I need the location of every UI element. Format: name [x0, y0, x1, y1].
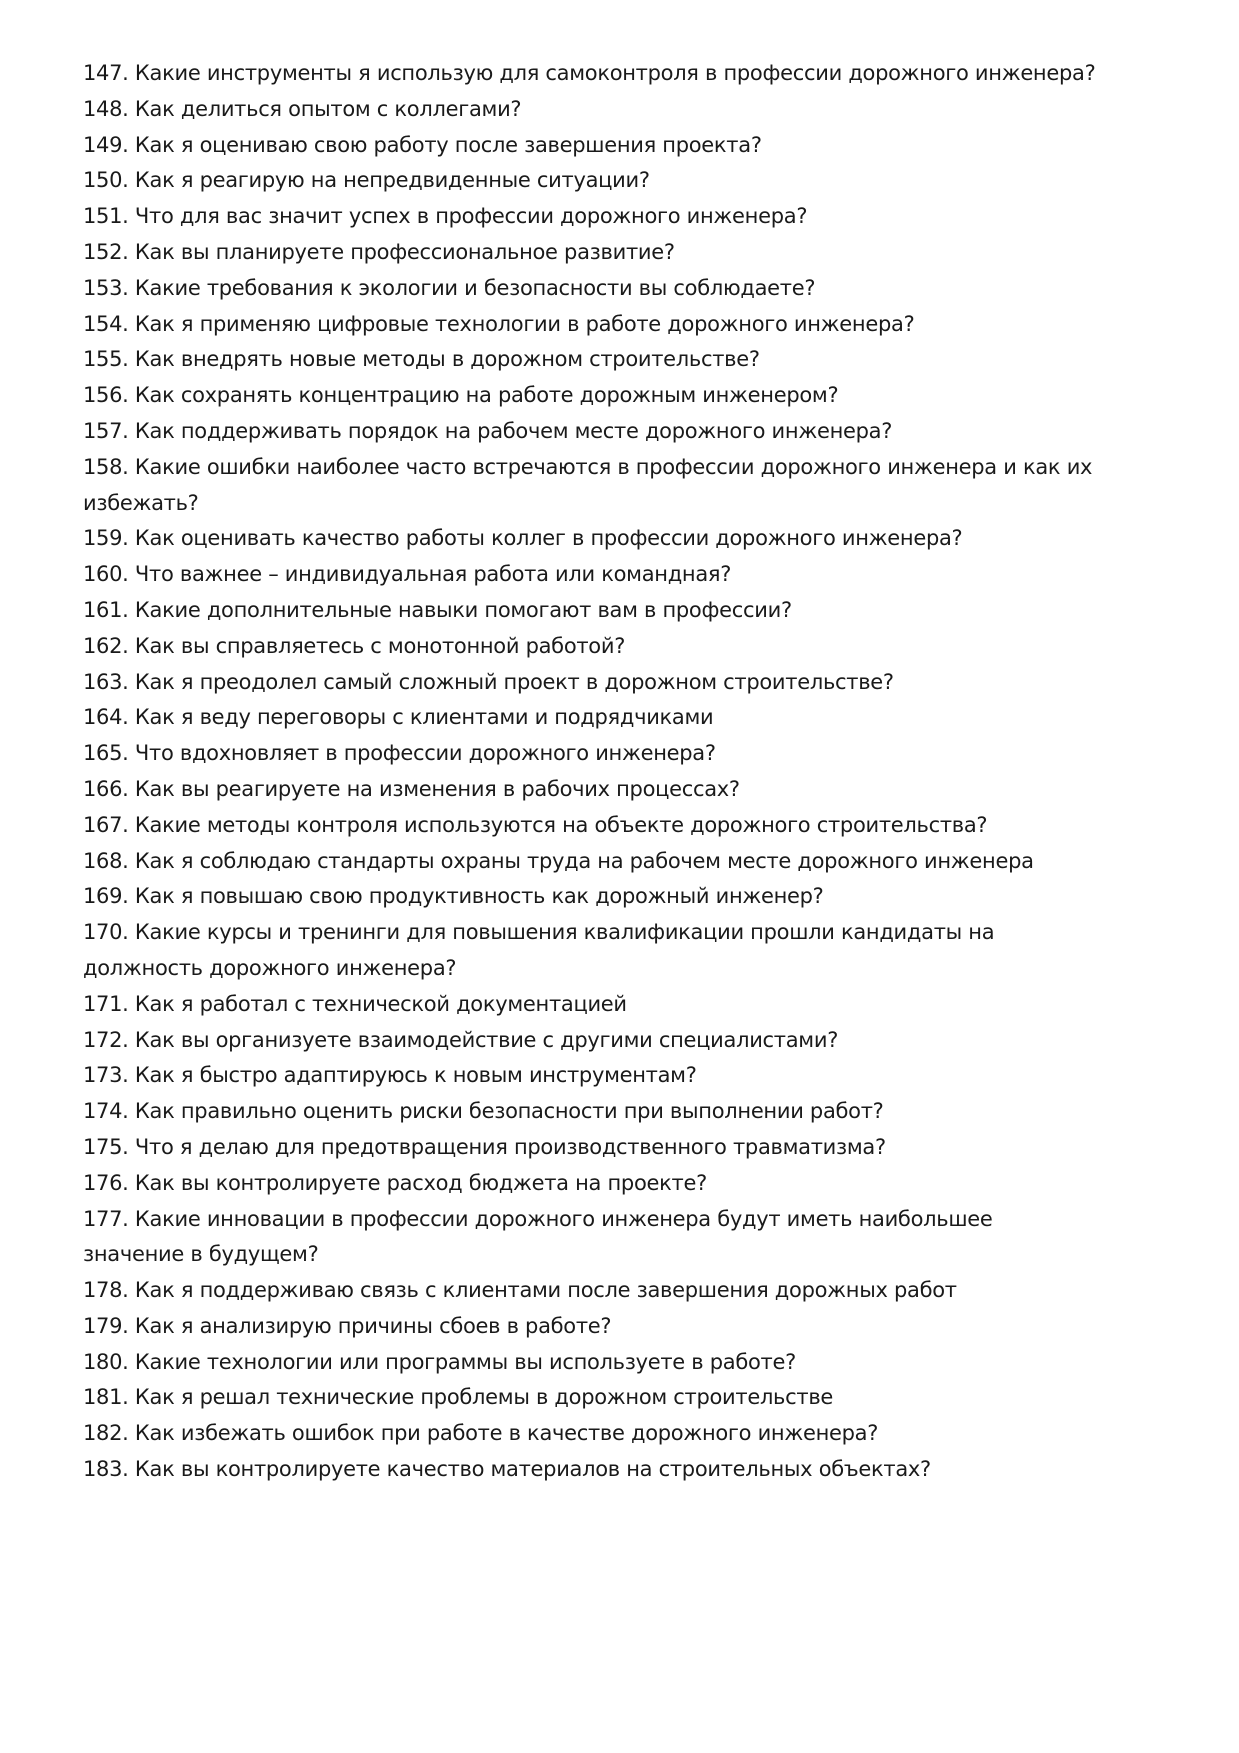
list-item	[83, 1309, 1163, 1345]
question-text: 169. Как я повышаю свою продуктивность как дорожный инженер?	[83, 884, 824, 909]
list-item	[83, 163, 1163, 199]
list-item	[83, 1273, 1163, 1309]
list-item	[83, 700, 1163, 736]
list-item	[83, 1202, 1163, 1274]
question-text: 164. Как я веду переговоры с клиентами и подрядчиками	[83, 705, 714, 730]
list-item	[83, 808, 1163, 844]
list-item	[83, 414, 1163, 450]
question-text: 148. Как делиться опытом с коллегами?	[83, 96, 522, 121]
question-text: 181. Как я решал технические проблемы в дорожном строительстве	[83, 1385, 834, 1410]
question-text-continuation: должность дорожного инженера?	[83, 955, 457, 980]
list-item	[83, 378, 1163, 414]
question-text: 155. Как внедрять новые методы в дорожном строительстве?	[83, 347, 760, 372]
list-item	[83, 235, 1163, 271]
question-text: 165. Что вдохновляет в профессии дорожного инженера?	[83, 741, 716, 766]
question-text: 153. Какие требования к экологии и безопасности вы соблюдаете?	[83, 275, 816, 300]
question-text: 171. Как я работал с технической документацией	[83, 991, 627, 1016]
list-item	[83, 1166, 1163, 1202]
question-text: 151. Что для вас значит успех в профессии дорожного инженера?	[83, 204, 808, 229]
question-text: 158. Какие ошибки наиболее часто встречаются в профессии дорожного инженера и как их	[83, 454, 1093, 479]
list-item	[83, 665, 1163, 701]
list-item	[83, 271, 1163, 307]
list-item	[83, 1452, 1163, 1488]
question-text: 160. Что важнее – индивидуальная работа или командная?	[83, 562, 732, 587]
question-text: 167. Какие методы контроля используются на объекте дорожного строительства?	[83, 812, 988, 837]
list-item	[83, 521, 1163, 557]
question-text: 174. Как правильно оценить риски безопасности при выполнении работ?	[83, 1099, 884, 1124]
question-text: 179. Как я анализирую причины сбоев в работе?	[83, 1313, 612, 1338]
question-text: 149. Как я оцениваю свою работу после завершения проекта?	[83, 132, 762, 157]
list-item	[83, 1058, 1163, 1094]
list-item	[83, 557, 1163, 593]
question-text: 172. Как вы организуете взаимодействие с другими специалистами?	[83, 1027, 839, 1052]
question-text: 163. Как я преодолел самый сложный проект в дорожном строительстве?	[83, 669, 894, 694]
question-text: 152. Как вы планируете профессиональное развитие?	[83, 239, 675, 264]
list-item	[83, 844, 1163, 880]
question-list	[83, 56, 1163, 1488]
list-item	[83, 1345, 1163, 1381]
question-text: 177. Какие инновации в профессии дорожного инженера будут иметь наибольшее	[83, 1206, 993, 1231]
question-text: 183. Как вы контролируете качество материалов на строительных объектах?	[83, 1457, 931, 1482]
list-item	[83, 1416, 1163, 1452]
list-item	[83, 593, 1163, 629]
list-item	[83, 915, 1163, 987]
list-item	[83, 879, 1163, 915]
question-text: 162. Как вы справляетесь с монотонной работой?	[83, 633, 626, 658]
list-item	[83, 987, 1163, 1023]
question-text: 154. Как я применяю цифровые технологии в работе дорожного инженера?	[83, 311, 915, 336]
list-item	[83, 1094, 1163, 1130]
question-text: 147. Какие инструменты я использую для самоконтроля в профессии дорожного инженера?	[83, 61, 1096, 85]
list-item	[83, 342, 1163, 378]
list-item	[83, 450, 1163, 522]
question-text: 156. Как сохранять концентрацию на работе дорожным инженером?	[83, 383, 839, 408]
question-text: 150. Как я реагирую на непредвиденные ситуации?	[83, 168, 650, 193]
question-text: 175. Что я делаю для предотвращения производственного травматизма?	[83, 1134, 886, 1159]
list-item	[83, 1380, 1163, 1416]
list-item	[83, 1130, 1163, 1166]
question-text: 159. Как оценивать качество работы коллег в профессии дорожного инженера?	[83, 526, 963, 551]
question-text: 173. Как я быстро адаптируюсь к новым инструментам?	[83, 1063, 697, 1088]
list-item	[83, 56, 1163, 92]
question-text: 178. Как я поддерживаю связь с клиентами после завершения дорожных работ	[83, 1278, 957, 1303]
list-item	[83, 92, 1163, 128]
question-text: 168. Как я соблюдаю стандарты охраны труда на рабочем месте дорожного инженера	[83, 848, 1034, 873]
list-item	[83, 1023, 1163, 1059]
question-text: 176. Как вы контролируете расход бюджета на проекте?	[83, 1170, 707, 1195]
question-text-continuation: избежать?	[83, 490, 199, 515]
list-item	[83, 772, 1163, 808]
list-item	[83, 128, 1163, 164]
question-text-continuation: значение в будущем?	[83, 1242, 319, 1267]
list-item	[83, 736, 1163, 772]
question-text: 180. Какие технологии или программы вы используете в работе?	[83, 1349, 796, 1374]
question-text: 170. Какие курсы и тренинги для повышения квалификации прошли кандидаты на	[83, 920, 995, 945]
list-item	[83, 629, 1163, 665]
question-text: 161. Какие дополнительные навыки помогают вам в профессии?	[83, 597, 792, 622]
question-text: 182. Как избежать ошибок при работе в качестве дорожного инженера?	[83, 1421, 879, 1446]
question-text: 157. Как поддерживать порядок на рабочем месте дорожного инженера?	[83, 418, 893, 443]
list-item	[83, 307, 1163, 343]
question-text: 166. Как вы реагируете на изменения в рабочих процессах?	[83, 776, 740, 801]
list-item	[83, 199, 1163, 235]
